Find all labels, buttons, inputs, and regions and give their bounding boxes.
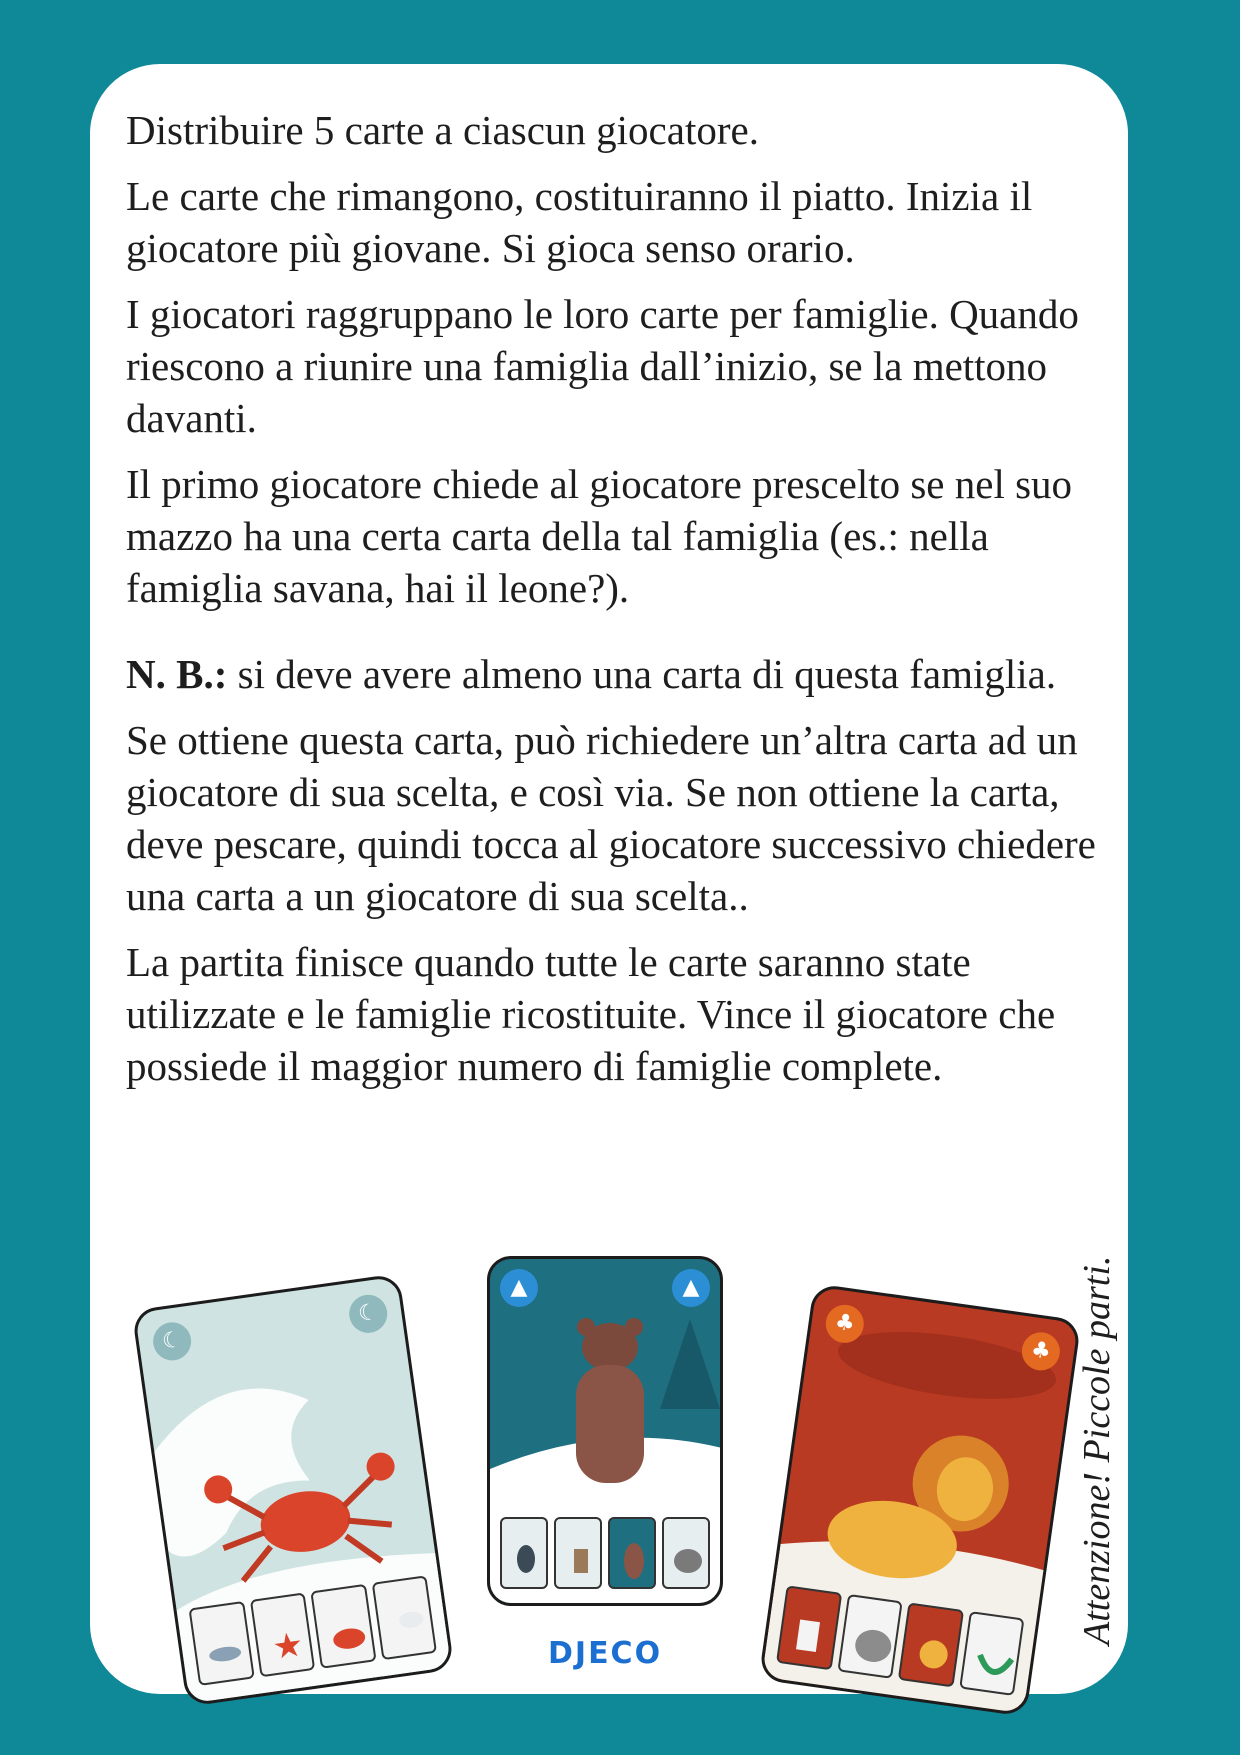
rule-paragraph-families: I giocatori raggruppano le loro carte per famiglie. Quando riescono a riunire una famiglia dall’inizio, se la mettono davanti. bbox=[126, 291, 1079, 441]
rule-paragraph-start: Le carte che rimangono, costituiranno il piatto. Inizia il giocatore più giovane. Si gioca senso orario. bbox=[126, 173, 1033, 271]
brand-logo: DJECO bbox=[548, 1636, 663, 1671]
mini-card-bear-icon bbox=[608, 1517, 656, 1589]
mountain-icon: ▲ bbox=[500, 1269, 538, 1307]
mini-card-starfish-icon bbox=[249, 1592, 315, 1677]
mountain-icon: ▲ bbox=[672, 1269, 710, 1307]
baobab-icon: ♣ bbox=[823, 1302, 866, 1345]
mini-card-lion-icon bbox=[898, 1602, 964, 1687]
rule-paragraph-continue: Se ottiene questa carta, può richiedere un’altra carta ad un giocatore di sua scelta, e così via. Se non ottiene la carta, deve pescare, quindi tocca al giocatore successivo chiedere una carta a un giocatore di sua scelta.. bbox=[126, 717, 1096, 919]
bear-icon bbox=[560, 1317, 660, 1487]
moon-wave-icon: ☾ bbox=[347, 1292, 390, 1335]
moon-wave-icon: ☾ bbox=[151, 1320, 194, 1363]
mini-card-penguin-icon bbox=[500, 1517, 548, 1589]
card-crab bbox=[131, 1273, 454, 1707]
family-strip bbox=[500, 1517, 710, 1589]
mini-card-seagull-icon bbox=[371, 1575, 437, 1660]
mini-card-crab-icon bbox=[310, 1584, 376, 1669]
note-label: N. B.: bbox=[126, 651, 228, 697]
mini-card-elephant-icon bbox=[837, 1594, 903, 1679]
rules-text bbox=[126, 104, 1106, 1106]
rule-paragraph-ask: Il primo giocatore chiede al giocatore prescelto se nel suo mazzo ha una certa carta della tal famiglia (es.: nella famiglia savana, hai il leone?). bbox=[126, 461, 1073, 611]
rule-paragraph-deal: Distribuire 5 carte a ciascun giocatore. bbox=[126, 107, 759, 153]
mini-card-zebra-icon bbox=[776, 1585, 842, 1670]
svg-text:★: ★ bbox=[269, 1624, 306, 1669]
mini-card-walrus-icon bbox=[662, 1517, 710, 1589]
card-bear bbox=[487, 1256, 723, 1606]
rule-paragraph-end: La partita finisce quando tutte le carte saranno state utilizzate e le famiglie ricostituite. Vince il giocatore che possiede il maggior numero di famiglie complete. bbox=[126, 939, 1056, 1089]
mini-card-reindeer-icon bbox=[554, 1517, 602, 1589]
card-lion bbox=[758, 1283, 1081, 1717]
note-text: si deve avere almeno una carta di questa famiglia. bbox=[227, 651, 1057, 697]
lion-icon bbox=[816, 1411, 1038, 1607]
mini-card-snake-icon bbox=[959, 1611, 1025, 1696]
mini-card-fish-icon bbox=[189, 1601, 255, 1686]
small-parts-warning: Attenzione! Piccole parti. bbox=[1076, 1255, 1118, 1645]
baobab-icon: ♣ bbox=[1019, 1330, 1062, 1373]
rule-note bbox=[126, 648, 1106, 700]
crab-icon bbox=[195, 1428, 414, 1604]
